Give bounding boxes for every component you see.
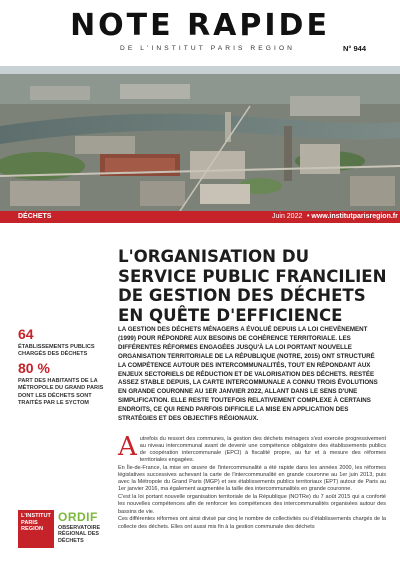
ordif-logo (58, 510, 120, 544)
publication-subtitle: DE L'INSTITUT PARIS REGION (120, 45, 296, 52)
body-paragraph (118, 432, 386, 464)
logo-line: L'INSTITUT (21, 513, 51, 519)
ordif-name: ORDIF (58, 510, 98, 524)
lead-paragraph: LA GESTION DES DÉCHETS MÉNAGERS A ÉVOLUÉ DEPUIS LA LOI CHEVÈNEMENT (1999) POUR RÉPONDRE AUX BESOINS DE COHÉRENCE TERRITORIALE. LES DIFFÉRENTES RÉFORMES ENGAGÉES JUSQU'À LA LOI PORTANT NOUVELLE ORGANISATION TERRITORIALE DE LA RÉPUBLIQUE (NOTRE, 2015) ONT STRUCTURÉ LA COMPÉTENCE AUTOUR DES INTERCOMMUNALITÉS, TOUT EN RÉPONDANT AUX ENJEUX SECTORIELS DE RÉDUCTION ET DE VALORISATION DES DÉCHETS. RESTÉE ASSEZ STABLE DEPUIS, LA CARTE INTERCOMMUNALE A CONNU TROIS ÉVOLUTIONS EN GRANDE COURONNE AU 1ER JANVIER 2022, ALLANT DANS LE SENS D'UNE SIMPLIFICATION. ELLE RESTE TOUTEFOIS RELATIVEMENT COMPLEXE À CERTAINS ENDROITS, CE QUI REND PARFOIS DIFFICILE LA MISE EN APPLICATION DES STRATÉGIES ET DES OBJECTIFS RÉGIONAUX. (118, 326, 378, 423)
stat-label: ÉTABLISSEMENTS PUBLICS CHARGÉS DES DÉCHETS (18, 344, 95, 358)
logo-line: PARIS (21, 519, 38, 526)
aerial-city-photo (0, 66, 400, 211)
ordif-description: OBSERVATOIRE RÉGIONAL DES DÉCHETS (58, 525, 101, 544)
body-paragraph: En Île-de-France, la mise en œuvre de l'intercommunalité a été rapide dans les années 2000, les réformes législatives successives achevant la carte de l'intercommunalité en grande couronne au 1er juin 2013, puis avec la Métropole du Grand Paris (MGP) et ses établissements publics territoriaux (EPT) autour de Paris au 1er janvier 2016, ma également augmentée la taille des intercommunalités en grande couronne. (118, 465, 386, 493)
masthead (0, 0, 400, 66)
stat-label: PART DES HABITANTS DE LA MÉTROPOLE DU GRAND PARIS DONT LES DÉCHETS SONT TRAITÉS PAR LE SYCTOM (18, 378, 104, 406)
stat-syctom (18, 360, 108, 407)
stat-value: 80 % (18, 360, 50, 376)
cover-photo (0, 66, 400, 211)
website-link[interactable]: • www.institutparisregion.fr (307, 213, 398, 220)
publication-title: NOTE RAPIDE (70, 8, 330, 43)
institut-paris-region-logo (18, 510, 54, 548)
stat-epci (18, 326, 108, 359)
issue-number: N° 944 (342, 44, 366, 53)
section-label: DÉCHETS (18, 213, 52, 220)
article-body (118, 432, 386, 531)
section-bar (0, 211, 400, 223)
body-paragraph: Ces différentes réformes ont ainsi divisé par cinq le nombre de collectivités ou d'établissements chargés de la collecte des déchets. Elles ont aussi mis fin à la gestion communale des déchets (118, 516, 386, 530)
stat-value: 64 (18, 326, 34, 342)
article-headline: L'ORGANISATION DU SERVICE PUBLIC FRANCILIEN DE GESTION DES DÉCHETS EN QUÊTE D'EFFICIENCE (118, 247, 387, 325)
logo-line: REGION (21, 526, 44, 533)
publication-date: Juin 2022 (272, 213, 303, 220)
body-paragraph-text: utrefois du ressort des communes, la gestion des déchets ménagers s'est exercée progressivement au niveau intercommunal avant de devenir une compétence obligatoire des établissements publics de coopération intercommunale (EPCI) à fiscalité propre, au fur et à mesure des réformes territoriales engagées. (139, 436, 386, 464)
body-paragraph: C'est la loi portant nouvelle organisation territoriale de la République (NOTRe) du 7 août 2015 qui a conforté les nouvelles compétences afin de renforcer les compétences des intercommunalités organisées autour des bassins de vie. (118, 494, 386, 515)
drop-cap: A (118, 432, 137, 462)
